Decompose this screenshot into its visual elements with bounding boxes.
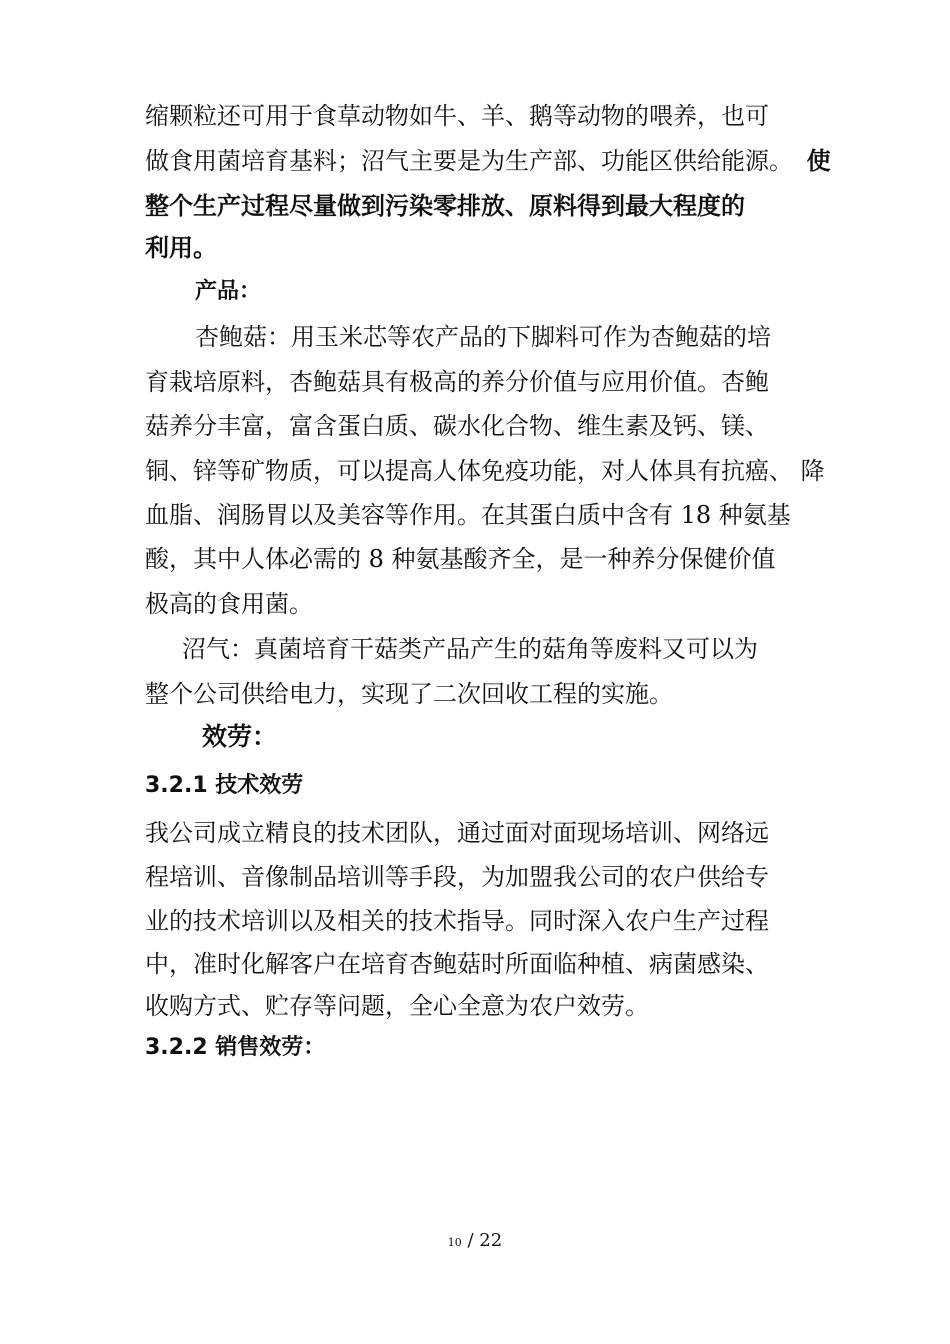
paragraph-line: 中，准时化解客户在培育杏鲍菇时所面临种植、病菌感染、 [145, 950, 769, 978]
section-heading-sales: 3.2.2 销售效劳： [145, 1035, 326, 1060]
paragraph-line [145, 905, 769, 937]
paragraph-line: 缩颗粒还可用于食草动物如牛、羊、鹅等动物的喂养，也可 [145, 102, 769, 130]
service-heading: 效劳： [202, 722, 278, 751]
paragraph-line: 杏鲍菇：用玉米芯等农产品的下脚料可作为杏鲍菇的培 [195, 323, 771, 351]
paragraph-line: 整个公司供给电力，实现了二次回收工程的实施。 [145, 680, 673, 708]
paragraph-text-bold: 使 [806, 147, 831, 175]
paragraph-line: 程培训、音像制品培训等手段，为加盟我公司的农户供给专 [145, 863, 769, 891]
paragraph-line [145, 145, 831, 177]
paragraph-text: 业的技术培训以及相关的技术指导。 [145, 907, 529, 935]
paragraph-text: 做食用菌培育基料；沼气主要是为生产部、功能区供给能源。 [145, 147, 793, 175]
paragraph-line: 收购方式、贮存等问题，全心全意为农户效劳。 [145, 992, 649, 1020]
products-heading: 产品： [195, 279, 262, 304]
paragraph-line: 整个生产过程尽量做到污染零排放、原料得到最大程度的 [145, 192, 745, 220]
page-current: 10 [447, 1236, 462, 1249]
section-heading-tech: 3.2.1 技术效劳 [145, 773, 304, 798]
paragraph-line: 菇养分丰富，富含蛋白质、碳水化合物、维生素及钙、镁、 [145, 412, 769, 440]
page-number [0, 1230, 950, 1251]
paragraph-line: 育栽培原料，杏鲍菇具有极高的养分价值与应用价值。杏鲍 [145, 368, 769, 396]
paragraph-line: 利用。 [145, 234, 217, 262]
paragraph-line: 铜、锌等矿物质，可以提高人体免疫功能，对人体具有抗癌、 降 [145, 457, 825, 485]
paragraph-line: 血脂、润肠胃以及美容等作用。在其蛋白质中含有 18 种氨基 [145, 501, 791, 529]
page-total: / 22 [461, 1230, 503, 1251]
paragraph-line: 沼气：真菌培育干菇类产品产生的菇角等废料又可以为 [182, 635, 758, 663]
paragraph-line: 极高的食用菌。 [145, 590, 313, 618]
paragraph-text-sans: 同时深入农户生产过程 [529, 907, 769, 935]
paragraph-line: 酸，其中人体必需的 8 种氨基酸齐全，是一种养分保健价值 [145, 545, 776, 573]
paragraph-line: 我公司成立精良的技术团队，通过面对面现场培训、网络远 [145, 819, 769, 847]
